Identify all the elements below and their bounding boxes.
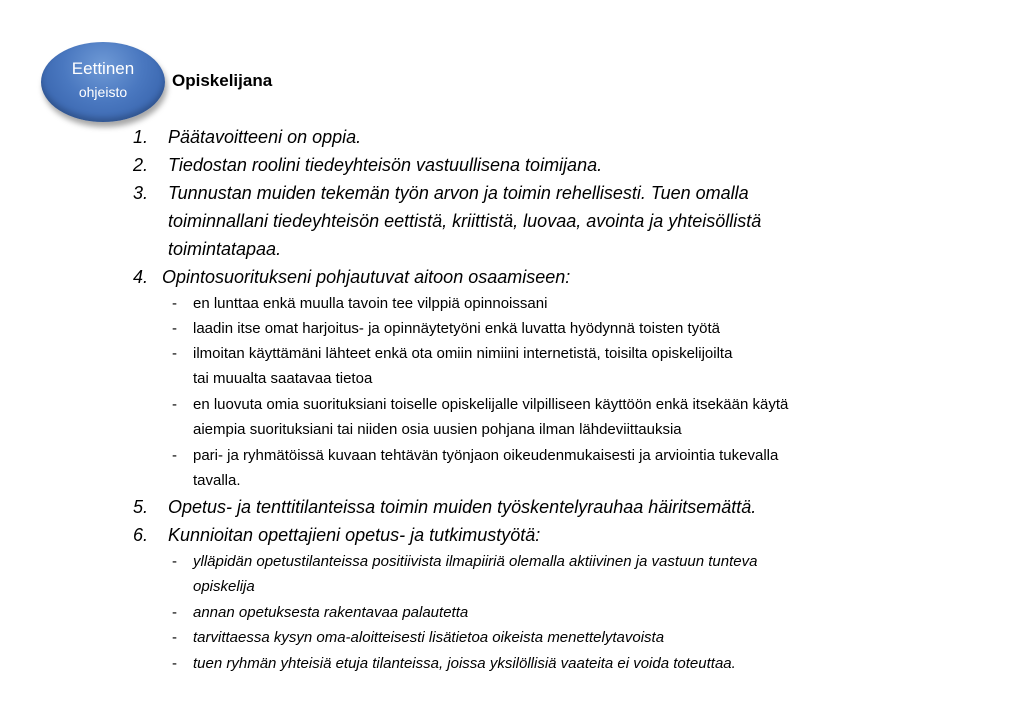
item-number: 1.: [133, 127, 149, 147]
logo-line-1: Eettinen: [71, 59, 135, 78]
sub-item-text: en lunttaa enkä muulla tavoin tee vilppiä opinnoissani: [193, 295, 548, 312]
bullet-dash: -: [172, 553, 177, 570]
item-number: 2.: [133, 155, 149, 175]
bullet-dash: -: [172, 447, 177, 464]
sub-item-text: aiempia suorituksiani tai niiden osia uusien pohjana ilman lähdeviittauksia: [193, 421, 682, 438]
item-text: Päätavoitteeni on oppia.: [168, 127, 362, 147]
logo-line-2: ohjeisto: [78, 84, 128, 100]
item-text: Opetus- ja tenttitilanteissa toimin muiden työskentelyrauhaa häiritsemättä.: [168, 497, 757, 517]
sub-item-text: annan opetuksesta rakentavaa palautetta: [193, 604, 469, 621]
item-number: 6.: [133, 525, 149, 545]
item-text: toimintatapaa.: [168, 239, 282, 259]
sub-item-text: tavalla.: [193, 472, 241, 489]
sub-item-text: opiskelija: [193, 578, 255, 595]
sub-item-text: ilmoitan käyttämäni lähteet enkä ota omiin nimiini internetistä, toisilta opiskelijoilta: [193, 345, 733, 362]
item-text: Tiedostan roolini tiedeyhteisön vastuullisena toimijana.: [168, 155, 603, 175]
item-text: toiminnallani tiedeyhteisön eettistä, kriittistä, luovaa, avointa ja yhteisöllistä: [168, 211, 762, 231]
item-number: 4.: [133, 267, 149, 287]
sub-item-text: en luovuta omia suorituksiani toiselle opiskelijalle vilpilliseen käyttöön enkä itsekään käytä: [193, 396, 789, 413]
bullet-dash: -: [172, 396, 177, 413]
sub-item-text: tarvittaessa kysyn oma-aloitteisesti lisätietoa oikeista menettelytavoista: [193, 629, 665, 646]
bullet-dash: -: [172, 655, 177, 672]
ethics-guideline-logo: [41, 42, 165, 122]
item-number: 5.: [133, 497, 149, 517]
sub-item-text: pari- ja ryhmätöissä kuvaan tehtävän työnjaon oikeudenmukaisesti ja arviointia tukevalla: [193, 447, 779, 464]
item-text: Tunnustan muiden tekemän työn arvon ja toimin rehellisesti. Tuen omalla: [168, 183, 749, 203]
sub-item-text: laadin itse omat harjoitus- ja opinnäytetyöni enkä luvatta hyödynnä toisten työtä: [193, 320, 720, 337]
bullet-dash: -: [172, 345, 177, 362]
item-text: Kunnioitan opettajieni opetus- ja tutkimustyötä:: [168, 525, 541, 545]
bullet-dash: -: [172, 320, 177, 337]
bullet-dash: -: [172, 604, 177, 621]
page-title: Opiskelijana: [172, 71, 273, 90]
bullet-dash: -: [172, 629, 177, 646]
bullet-dash: -: [172, 295, 177, 312]
item-text: Opintosuoritukseni pohjautuvat aitoon osaamiseen:: [162, 267, 571, 287]
item-number: 3.: [133, 183, 149, 203]
sub-item-text: tai muualta saatavaa tietoa: [193, 370, 373, 387]
sub-item-text: tuen ryhmän yhteisiä etuja tilanteissa, joissa yksilöllisiä vaateita ei voida toteuttaa.: [193, 655, 736, 672]
sub-item-text: ylläpidän opetustilanteissa positiivista ilmapiiriä olemalla aktiivinen ja vastuun tunteva: [193, 553, 758, 570]
